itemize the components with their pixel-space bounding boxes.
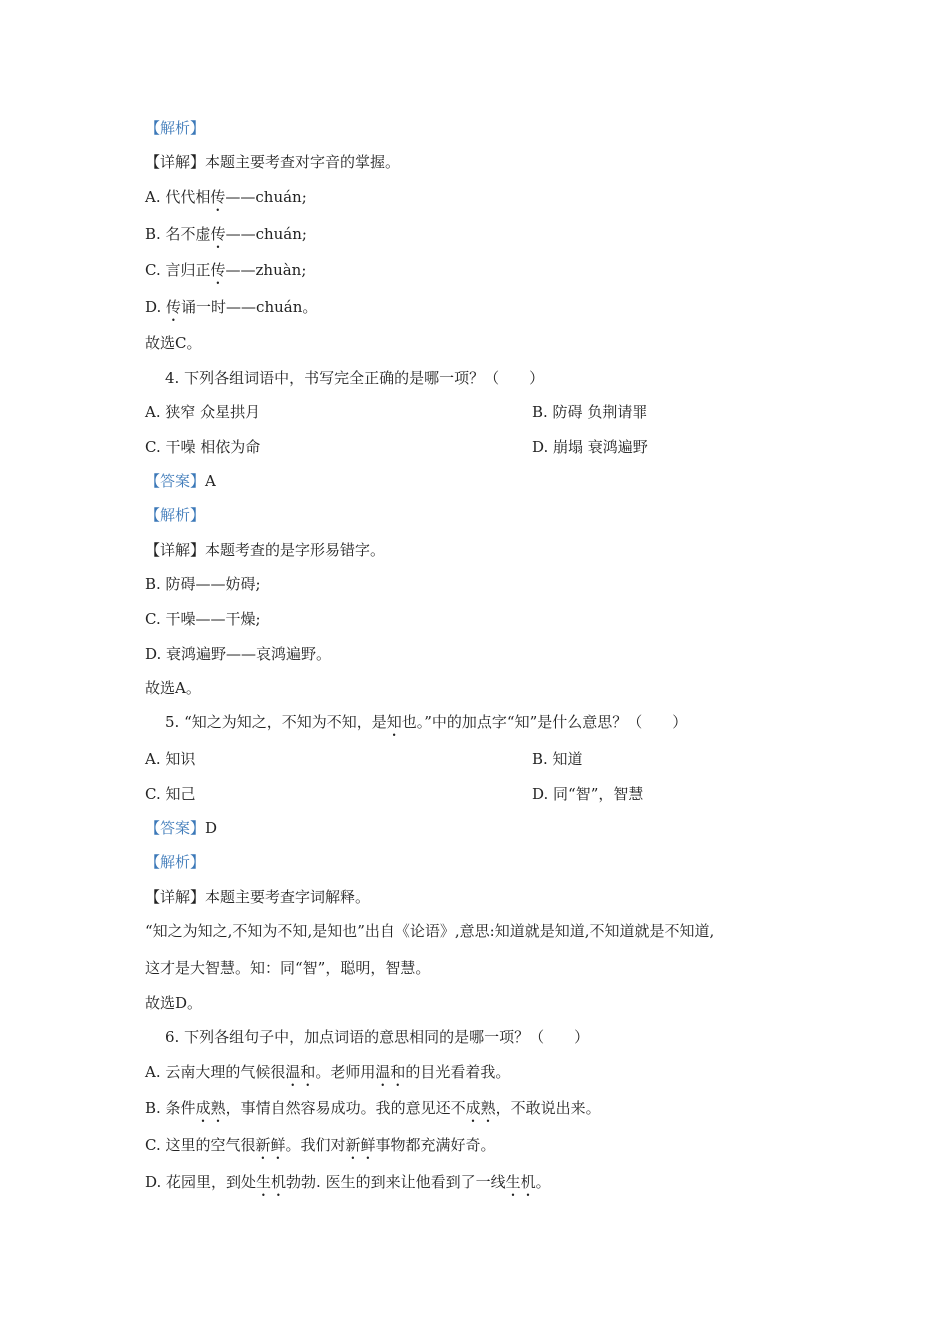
emphasized-text: 成熟 [465,1099,496,1117]
text-segment: C. 言归正 [145,261,211,279]
text-line [145,152,400,172]
text-segment: A. 狭窄 众星拱月 [145,403,261,421]
text-segment: C. 知己 [145,785,196,803]
text-segment: C. 干噪 相依为命 [145,438,261,456]
text-segment: ——zhuàn; [225,261,307,279]
option [145,749,195,769]
emphasized-text: 知 [386,713,402,731]
question [165,1027,589,1047]
text-segment: 6. 下列各组句子中，加点词语的意思相同的是哪一项？（ ） [165,1028,590,1046]
emphasized-text: 生机 [505,1173,536,1191]
text-line [145,644,331,664]
text-segment: B. 防碍 负荆请罪 [532,403,648,421]
option [532,749,583,769]
text-segment: D. [145,298,167,316]
text-segment: 。老师用 [315,1063,376,1081]
text-line [145,1135,496,1163]
text-segment: B. 知道 [532,750,583,768]
text-segment: ，不敢说出来。 [495,1099,601,1117]
emphasized-text: 传 [166,298,182,316]
option-row [145,749,845,769]
text-line [145,471,216,491]
option [145,784,195,804]
text-segment: 。 [535,1173,551,1191]
text-segment: A [205,472,216,490]
text-segment: 诵一时——chuán。 [181,298,318,316]
text-line [145,1098,601,1126]
option [532,784,643,804]
text-line [145,609,261,629]
emphasized-text: 传 [210,225,226,243]
emphasized-text: 温和 [285,1063,316,1081]
text-segment: C. 干噪——干燥; [145,610,261,628]
text-line [145,333,201,353]
text-segment: 事物都充满好奇。 [375,1136,496,1154]
text-line [145,1062,510,1090]
text-line [145,852,205,872]
text-segment: 故选C。 [145,334,202,352]
text-line [145,921,714,941]
text-segment: 也。”中的加点字“知”是什么意思？（ ） [401,713,688,731]
text-segment: A. 代代相 [145,188,211,206]
text-line [145,540,385,560]
text-line [145,678,201,698]
text-segment: 【详解】本题考查的是字形易错字。 [145,541,386,559]
text-segment: ，事情自然容易成功。我的意见还不 [225,1099,466,1117]
text-line [145,993,202,1013]
text-line [145,818,217,838]
text-segment: A. 云南大理的气候很 [145,1063,286,1081]
text-segment: 故选A。 [145,679,201,697]
question [165,712,687,740]
text-segment: 的目光看着我。 [405,1063,511,1081]
text-segment: A. 知识 [145,750,196,768]
text-segment: ——chuán; [225,188,307,206]
option [532,437,648,457]
text-line [145,297,317,325]
text-segment: B. 条件 [145,1099,196,1117]
text-line [145,505,205,525]
text-segment: 5. “知之为知之，不知为不知，是 [165,713,387,731]
emphasized-text: 新鲜 [345,1136,376,1154]
option [145,402,260,422]
text-line [145,224,307,252]
option-row [145,402,845,422]
text-segment: 【详解】本题主要考查对字音的掌握。 [145,153,401,171]
text-line [145,187,307,215]
question [165,368,544,388]
section-label: 【解析】 [145,506,206,524]
text-segment: D. 同“智”，智慧 [532,785,644,803]
section-label: 【解析】 [145,853,206,871]
option [532,402,647,422]
text-segment: D. 衰鸿遍野——哀鸿遍野。 [145,645,332,663]
text-line [145,1172,551,1200]
emphasized-text: 新鲜 [255,1136,286,1154]
text-segment: 故选D。 [145,994,203,1012]
emphasized-text: 生机 [256,1173,287,1191]
text-line [145,260,306,288]
text-segment: D [205,819,218,837]
emphasized-text: 温和 [375,1063,406,1081]
text-line [145,118,205,138]
text-segment: 【详解】本题主要考查字词解释。 [145,888,371,906]
section-label: 【答案】 [145,472,206,490]
text-line [145,887,370,907]
emphasized-text: 成熟 [195,1099,226,1117]
text-segment: 勃勃. 医生的到来让他看到了一线 [286,1173,506,1191]
emphasized-text: 传 [210,188,226,206]
text-segment: D. 花园里，到处 [145,1173,257,1191]
option [145,437,260,457]
text-segment: B. 名不虚 [145,225,211,243]
text-segment: B. 防碍——妨碍; [145,575,261,593]
text-line [145,574,261,594]
text-segment: C. 这里的空气很 [145,1136,256,1154]
section-label: 【解析】 [145,119,206,137]
text-line [145,958,430,978]
option-row [145,437,845,457]
text-segment: “知之为知之,不知为不知,是知也”出自《论语》,意思:知道就是知道,不知道就是不知道, [145,922,715,940]
text-segment: 4. 下列各组词语中，书写完全正确的是哪一项？（ ） [165,369,545,387]
emphasized-text: 传 [210,261,226,279]
section-label: 【答案】 [145,819,206,837]
option-row [145,784,845,804]
text-segment: D. 崩塌 衰鸿遍野 [532,438,648,456]
text-segment: 这才是大智慧。知：同“智”，聪明，智慧。 [145,959,431,977]
text-segment: ——chuán; [225,225,307,243]
text-segment: 。我们对 [285,1136,346,1154]
